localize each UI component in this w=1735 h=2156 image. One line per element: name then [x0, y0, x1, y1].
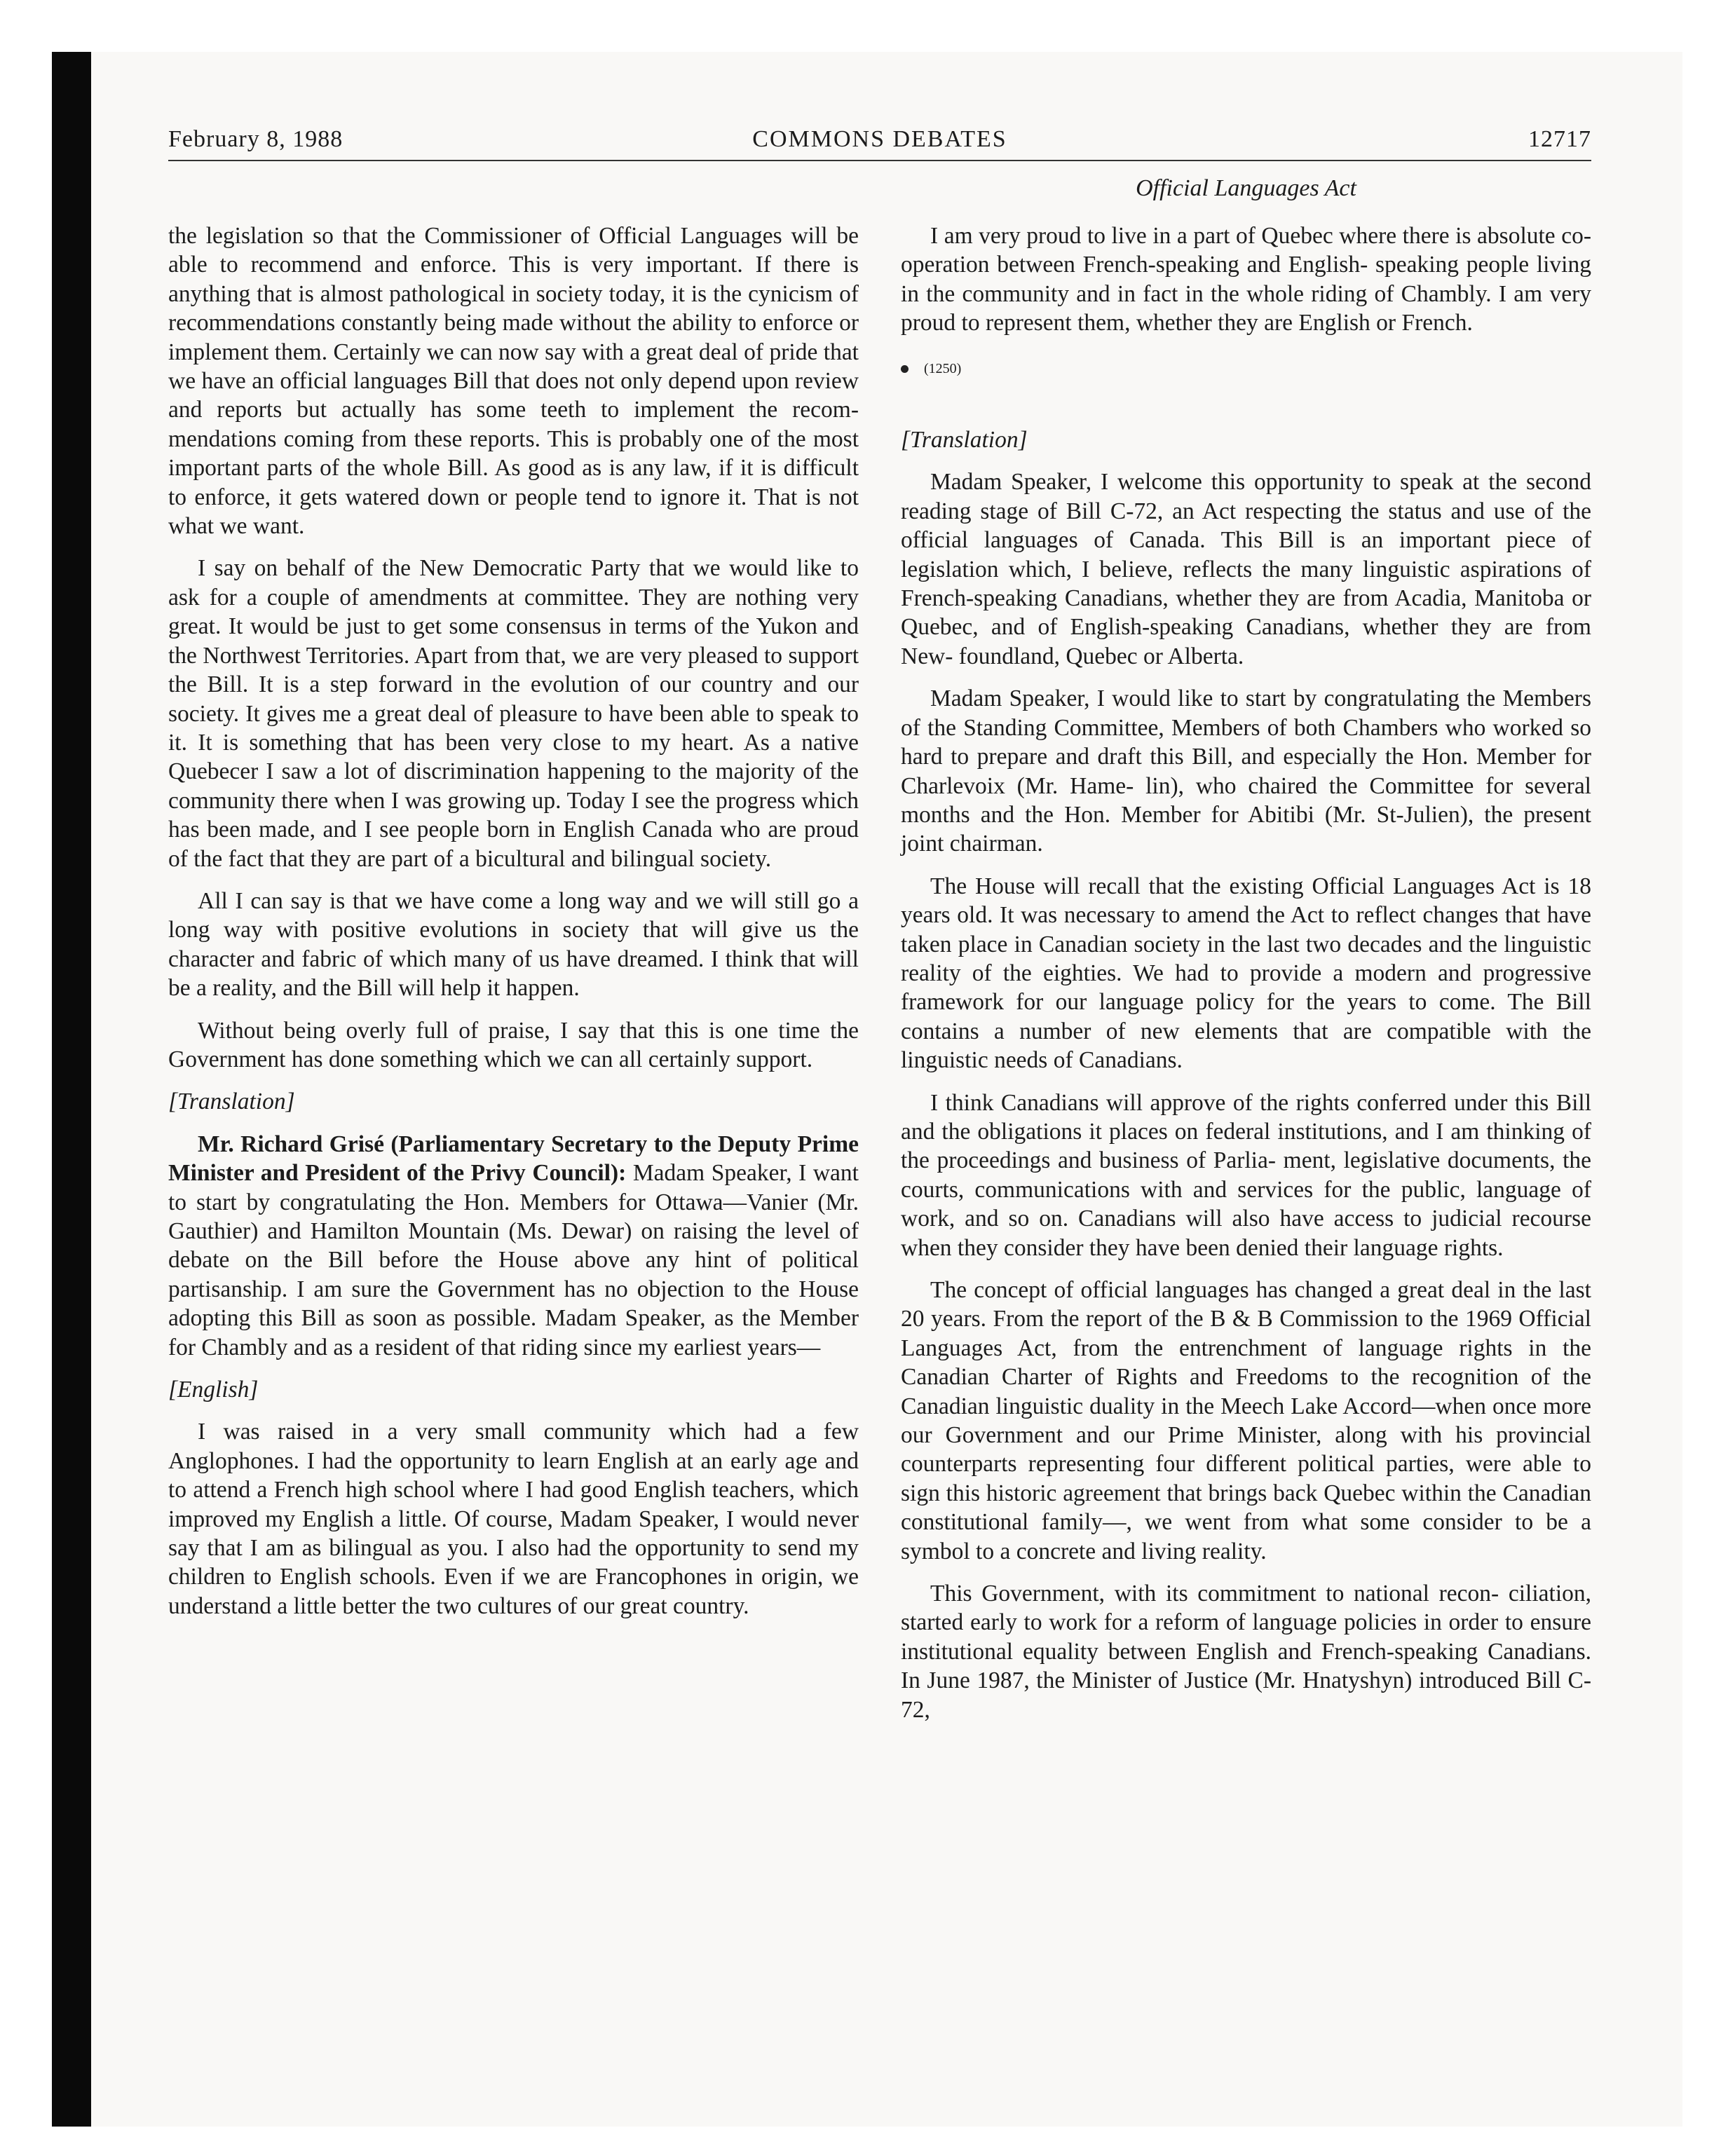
language-label-translation: [Translation]	[168, 1089, 295, 1115]
paragraph: The House will recall that the existing Official Languages Act is 18 years old. It was necessary to amend the Act to reflect changes that have taken place in Canadian society in the last two decades and the linguistic reality of the eighties. We had to provide a modern and progressive framework for our language policy for the years to come. The Bill contains a number of new elements that are compatible with the linguistic needs of Canadians.	[901, 873, 1591, 1074]
header-rule	[168, 160, 1591, 161]
left-column	[168, 221, 859, 1634]
paragraph: the legislation so that the Commissioner of Official Languages will be able to recommend and enforce. This is very important. If there is anything that is almost pathological in society today, it is the cynicism of recommendations constantly being made without the ability to enforce or implement them. Certainly we can now say with a great deal of pride that we have an official languages Bill that does not only depend upon review and reports but actually has some teeth to implement the recom- mendations coming from these reports. This is probably one of the most important parts of the whole Bill. As good as is any law, if it is difficult to enforce, it gets watered down or people tend to ignore it. That is not what we want.	[168, 223, 859, 540]
header-page-number: 12717	[1528, 126, 1591, 152]
paragraph: I think Canadians will approve of the rights conferred under this Bill and the obligations it places on federal institutions, and I am thinking of the proceedings and business of Parlia- ment, legislative documents, the courts, communications with and services for the public, language of work, and so on. Canadians will also have access to judicial recourse when they consider they have been denied their language rights.	[901, 1089, 1591, 1261]
language-label-translation: [Translation]	[901, 427, 1028, 453]
speaker-name: Mr. Richard Grisé (Parliamentary Secretary to the Deputy Prime Minister and President of the Privy Council):	[168, 1131, 859, 1187]
paragraph: Madam Speaker, I would like to start by congratulating the Members of the Standing Committee, Members of both Chambers who worked so hard to prepare and draft this Bill, and especially the Hon. Member for Charlevoix (Mr. Hame- lin), who chaired the Committee for several months and the Hon. Member for Abitibi (Mr. St-Julien), the present joint chairman.	[901, 685, 1591, 857]
binding-edge	[52, 52, 91, 2127]
speech-text: Madam Speaker, I want to start by congratulating the Hon. Members for Ottawa—Vanier (Mr. Gauthier) and Hamilton Mountain (Ms. Dewar) on raising the level of debate on the Bill before the House above any hint of political partisanship. I am sure the Government has no objection to the House adopting this Bill as soon as possible. Madam Speaker, as the Member for Chambly and as a resident of that riding since my earliest years—	[168, 1160, 859, 1360]
timestamp-text: (1250)	[924, 360, 962, 376]
header-date: February 8, 1988	[168, 126, 343, 152]
paragraph: I say on behalf of the New Democratic Party that we would like to ask for a couple of amendments at committee. They are nothing very great. It would be just to get some consensus in terms of the Yukon and the Northwest Territories. Apart from that, we are very pleased to support the Bill. It is a step forward in the evolution of our country and our society. It gives me a great deal of pleasure to have been able to speak to it. It is something that has been very close to my heart. As a native Quebecer I saw a lot of discrimination happening to the majority of the community there when I was growing up. Today I see the progress which has been made, and I see people born in English Canada who are proud of the fact that they are part of a bicultural and bilingual society.	[168, 555, 859, 872]
paragraph: I was raised in a very small community which had a few Anglophones. I had the opportunity to learn English at an early age and to attend a French high school where I had good English teachers, which improved my English a little. Of course, Madam Speaker, I would never say that I am as bilingual as you. I also had the opportunity to send my children to English schools. Even if we are Francophones in origin, we understand a little better the two cultures of our great country.	[168, 1419, 859, 1619]
speaker-paragraph	[168, 1130, 859, 1362]
paragraph: Without being overly full of praise, I say that this is one time the Government has done something which we can all certainly support.	[168, 1017, 859, 1072]
paragraph: This Government, with its commitment to national recon- ciliation, started early to work for a reform of language policies in order to ensure institutional equality between English and French-speaking Canadians. In June 1987, the Minister of Justice (Mr. Hnatyshyn) introduced Bill C-72,	[901, 1581, 1591, 1723]
page-header	[168, 126, 1591, 161]
paragraph: The concept of official languages has changed a great deal in the last 20 years. From the report of the B & B Commission to the 1969 Official Languages Act, from the entrenchment of language rights in the Canadian Charter of Rights and Freedoms to the recognition of the Canadian linguistic duality in the Meech Lake Accord—when once more our Government and our Prime Minister, along with his provincial counterparts representing four different political parties, were able to sign this historic agreement that brings back Quebec within the Canadian constitutional family—, we went from what some consider to be a symbol to a concrete and living reality.	[901, 1277, 1591, 1564]
paragraph: Madam Speaker, I welcome this opportunity to speak at the second reading stage of Bill C-72, an Act respecting the status and use of the official languages of Canada. This Bill is an important piece of legislation which, I believe, reflects the many linguistic aspirations of French-speaking Canadians, whether they are from Acadia, Manitoba or Quebec, and of English-speaking Canadians, whether they are from New- foundland, Quebec or Alberta.	[901, 469, 1591, 669]
paragraph: I am very proud to live in a part of Quebec where there is absolute co-operation between French-speaking and English- speaking people living in the community and in fact in the whole riding of Chambly. I am very proud to represent them, whether they are English or French.	[901, 223, 1591, 336]
running-title: Official Languages Act	[1136, 175, 1356, 201]
bullet-icon	[901, 365, 909, 373]
timestamp-marker	[901, 355, 1591, 383]
language-label-english: [English]	[168, 1377, 259, 1403]
paragraph: All I can say is that we have come a long way and we will still go a long way with positive evolutions in society that will give us the character and fabric of which many of us have dreamed. I think that will be a reality, and the Bill will help it happen.	[168, 887, 859, 1002]
right-column	[901, 221, 1591, 1738]
header-journal-title: COMMONS DEBATES	[752, 126, 1007, 152]
